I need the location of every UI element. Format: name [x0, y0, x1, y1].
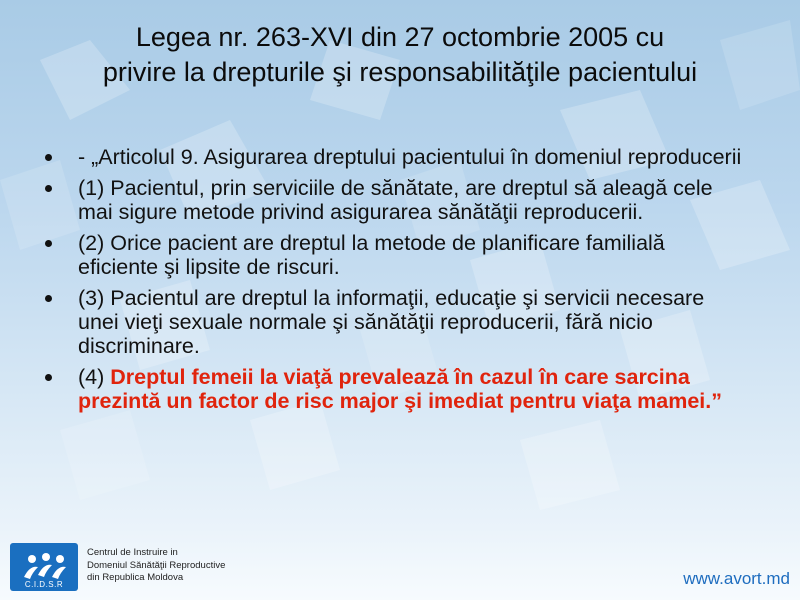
bullet-icon — [45, 154, 52, 161]
bullet-emphasis-text: Dreptul femeii la viaţă prevalează în cazul în care sarcina prezintă un factor de risc major şi imediat pentru viaţa mamei.” — [78, 365, 722, 413]
bullet-icon — [45, 374, 52, 381]
bullet-icon — [45, 185, 52, 192]
organization-name — [87, 547, 225, 585]
bullet-item — [45, 286, 750, 358]
bullet-text: - „Articolul 9. Asigurarea dreptului pacientului în domeniul reproducerii — [78, 145, 742, 169]
bullet-list — [45, 145, 750, 420]
bullet-prefix: (4) — [78, 365, 111, 389]
bullet-icon — [45, 240, 52, 247]
bullet-icon — [45, 295, 52, 302]
slide-title-line-1: Legea nr. 263-XVI din 27 octombrie 2005 cu — [135, 22, 665, 52]
slide-title — [40, 20, 760, 90]
bullet-text: (3) Pacientul are dreptul la informaţii, educaţie şi servicii necesare unei vieţi sexuale normale şi sănătăţii reproducerii, fără nicio discriminare. — [78, 286, 705, 358]
cidsr-logo — [10, 543, 78, 591]
bullet-item — [45, 365, 750, 413]
website-link[interactable]: www.avort.md — [683, 569, 790, 588]
bullet-text: (2) Orice pacient are dreptul la metode de planificare familială eficiente şi lipsite de riscuri. — [78, 231, 665, 279]
bullet-text: (1) Pacientul, prin serviciile de sănătate, are dreptul să aleagă cele mai sigure metode privind asigurarea sănătăţii reproducerii. — [78, 176, 713, 224]
bullet-item — [45, 231, 750, 279]
org-line-3: din Republica Moldova — [87, 572, 184, 583]
bullet-item — [45, 145, 750, 169]
slide-title-line-2: privire la drepturile şi responsabilităţile pacientului — [102, 57, 698, 87]
org-line-1: Centrul de Instruire in — [87, 547, 178, 558]
org-line-2: Domeniul Sănătăţii Reproductive — [87, 559, 226, 571]
bullet-item — [45, 176, 750, 224]
logo-text: C.I.D.S.R — [24, 580, 64, 589]
